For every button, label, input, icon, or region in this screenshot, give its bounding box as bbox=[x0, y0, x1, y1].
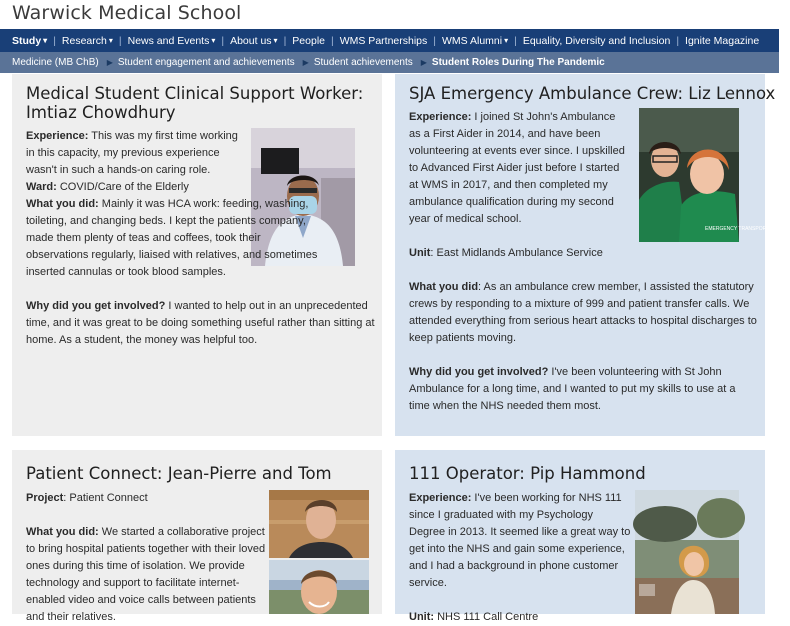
profile-card-imtiaz bbox=[12, 74, 382, 436]
breadcrumb-current-page[interactable]: Student Roles During The Pandemic bbox=[431, 57, 605, 68]
card-title: SJA Emergency Ambulance Crew: Liz Lennox bbox=[409, 84, 776, 103]
breadcrumb-arrow-icon: ▶ bbox=[106, 58, 113, 67]
nav-divider: | bbox=[331, 34, 334, 47]
chevron-down-icon: ▾ bbox=[43, 36, 48, 45]
page-margin bbox=[779, 0, 790, 614]
main-nav bbox=[0, 29, 779, 52]
breadcrumb bbox=[0, 52, 779, 73]
nav-study[interactable]: Study ▾ bbox=[12, 34, 48, 47]
nav-wms-partnerships[interactable]: WMS Partnerships bbox=[339, 34, 428, 47]
breadcrumb-student-engagement[interactable]: Student engagement and achievements bbox=[117, 57, 295, 68]
nav-wms-alumni[interactable]: WMS Alumni ▾ bbox=[442, 34, 509, 47]
card-body bbox=[26, 490, 266, 626]
portrait-image bbox=[269, 560, 369, 614]
why-involved-paragraph: Why did you get involved? I've been volunteering with St John Ambulance for a long time, and I wanted to put my skills to use at a time when the NHS needed them most. bbox=[409, 366, 736, 412]
unit-paragraph: Unit: East Midlands Ambulance Service bbox=[409, 247, 603, 259]
card-body bbox=[409, 109, 757, 415]
why-involved-paragraph: Why did you get involved? I wanted to help out in an unprecedented time, and it was great to be doing something useful rather than sitting at home. As a student, the money was helpful too. bbox=[26, 300, 375, 346]
card-body bbox=[26, 128, 376, 349]
profile-card-pip bbox=[395, 450, 765, 623]
experience-paragraph: Experience: This was my first time working in this capacity, my previous experience wasn't in such a hands-on caring role. bbox=[26, 130, 238, 176]
what-you-did-paragraph: What you did: We started a collaborative project to bring hospital patients together with their loved ones during this time of isolation. We provide technology and support to facilitate internet-enabled video and voice calls between patients and their relatives. bbox=[26, 526, 266, 623]
nav-divider: | bbox=[283, 34, 287, 47]
profile-card-patient-connect bbox=[12, 450, 382, 623]
profile-card-liz bbox=[395, 74, 776, 436]
nav-people[interactable]: People bbox=[292, 34, 325, 47]
what-you-did-paragraph: What you did: As an ambulance crew member, I assisted the statutory crews by responding to a mixture of 999 and patient transfer calls. We attended everything from serious heart attacks to hospital discharges to keep patients moving. bbox=[409, 281, 757, 344]
breadcrumb-arrow-icon: ▶ bbox=[302, 58, 309, 67]
portrait-image bbox=[269, 490, 369, 558]
nav-divider: | bbox=[118, 34, 122, 47]
breadcrumb-medicine[interactable]: Medicine (MB ChB) bbox=[12, 57, 99, 68]
card-body bbox=[409, 490, 631, 626]
nav-divider: | bbox=[53, 34, 56, 47]
what-you-did-paragraph: What you did: Mainly it was HCA work: feeding, washing, toileting, and changing beds. I kept the patients company, made them plenty of teas and coffees, took their observations regularly, liaised with relatives, and sometimes inserted cannulas or took blood samples. bbox=[26, 198, 318, 278]
chevron-down-icon: ▾ bbox=[273, 36, 278, 45]
nav-divider: | bbox=[676, 34, 680, 47]
unit-paragraph: Unit: NHS 111 Call Centre bbox=[409, 611, 539, 623]
breadcrumb-arrow-icon: ▶ bbox=[420, 58, 427, 67]
photo-jean-pierre bbox=[269, 490, 369, 558]
photo-tom bbox=[269, 560, 369, 614]
nav-equality-diversity-inclusion[interactable]: Equality, Diversity and Inclusion bbox=[522, 34, 671, 47]
chevron-down-icon: ▾ bbox=[211, 36, 216, 45]
chevron-down-icon: ▾ bbox=[108, 36, 113, 45]
breadcrumb-student-achievements[interactable]: Student achievements bbox=[313, 57, 413, 68]
nav-research[interactable]: Research ▾ bbox=[61, 34, 113, 47]
card-title: Medical Student Clinical Support Worker: Imtiaz Chowdhury bbox=[26, 84, 364, 122]
card-title: 111 Operator: Pip Hammond bbox=[409, 464, 646, 483]
nav-news-and-events[interactable]: News and Events ▾ bbox=[127, 34, 216, 47]
nav-divider: | bbox=[514, 34, 517, 47]
photo-pip bbox=[635, 490, 739, 614]
nav-divider: | bbox=[433, 34, 436, 47]
nav-ignite-magazine[interactable]: Ignite Magazine bbox=[685, 34, 760, 47]
experience-paragraph: Experience: I've been working for NHS 111 since I graduated with my Psychology Degree in 2013. It seemed like a great way to get into the NHS and gain some experience, and I had a background in phone customer service. bbox=[409, 492, 631, 589]
portrait-image bbox=[635, 490, 739, 614]
ward-paragraph: Ward: COVID/Care of the Elderly bbox=[26, 181, 189, 193]
nav-divider: | bbox=[221, 34, 225, 47]
experience-paragraph: Experience: I joined St John's Ambulance as a First Aider in 2014, and have been volunteering at events ever since. I upskilled to Advanced First Aider just before I started at WMS in 2017, and then completed my ambulance qualification during my second year of medical school. bbox=[409, 111, 625, 225]
chevron-down-icon: ▾ bbox=[504, 36, 509, 45]
site-title[interactable]: Warwick Medical School bbox=[12, 2, 242, 24]
card-title: Patient Connect: Jean-Pierre and Tom bbox=[26, 464, 332, 483]
project-paragraph: Project: Patient Connect bbox=[26, 492, 148, 504]
photo-text: EMERGENCY TRANSPORT bbox=[705, 226, 770, 232]
nav-about-us[interactable]: About us ▾ bbox=[230, 34, 278, 47]
